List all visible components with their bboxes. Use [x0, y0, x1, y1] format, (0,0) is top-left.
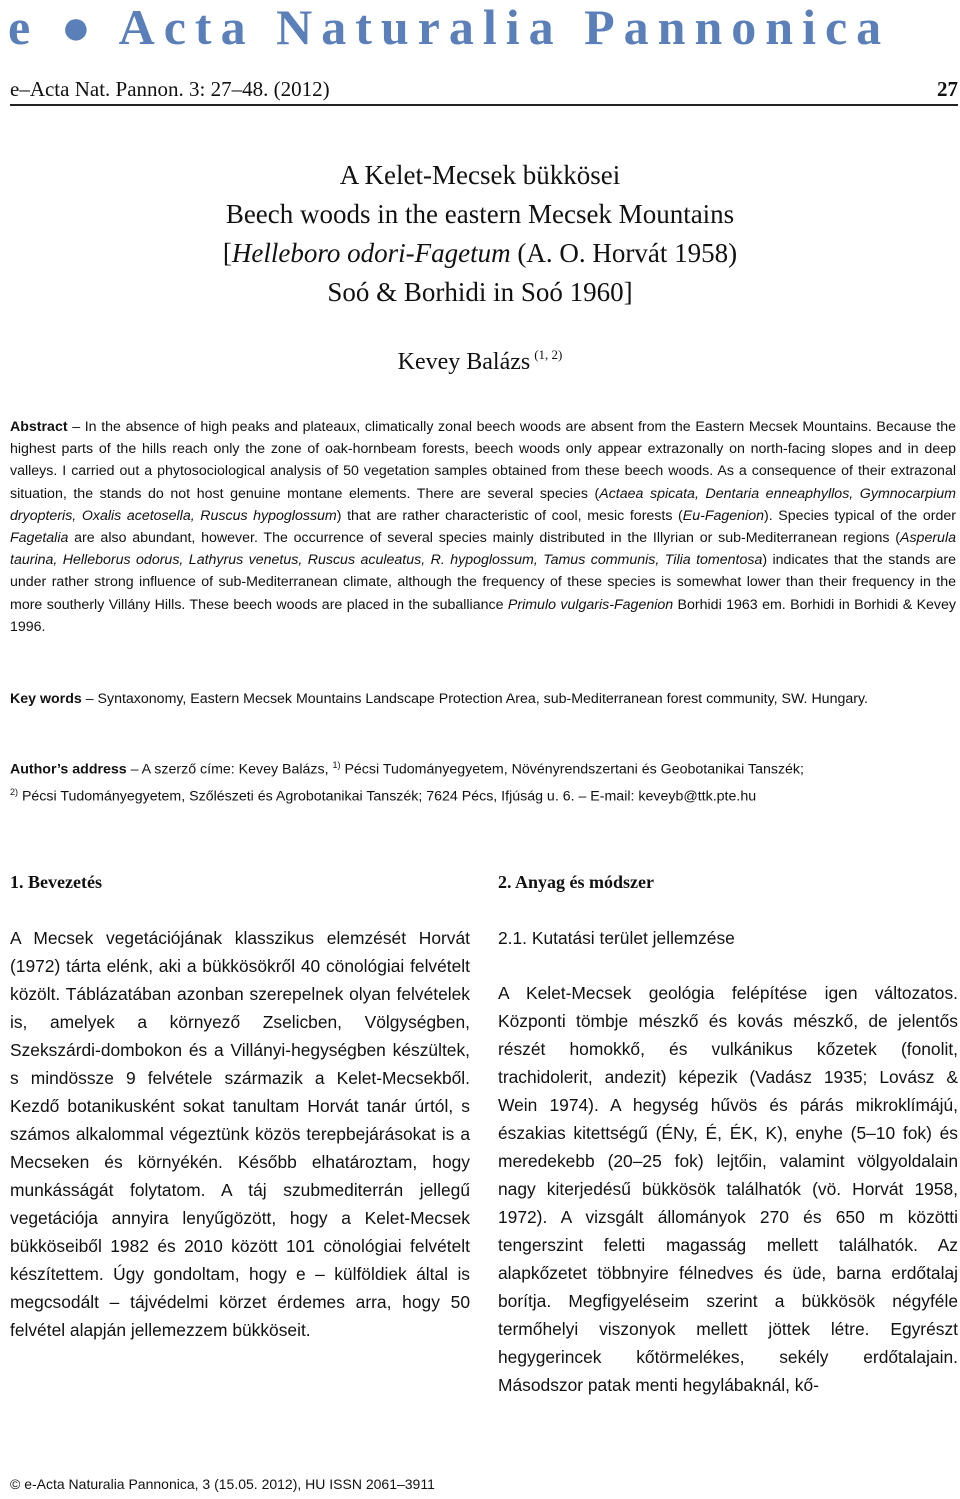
section-heading-introduction: 1. Bevezetés [10, 872, 102, 892]
journal-banner: e ● Acta Naturalia Pannonica [8, 0, 891, 55]
abstract-text: are also abundant, however. The occurrence of several species mainly distributed in the Illyrian or sub-Mediterranean regions ( [68, 530, 900, 547]
title-authority: Soó & Borhidi in Soó 1960] [327, 277, 633, 307]
address-text: Pécsi Tudományegyetem, Növényrendszertani és Geobotanikai Tanszék; [340, 761, 804, 778]
title-syntaxon [0, 234, 960, 273]
keywords [10, 688, 956, 710]
abstract-text: ) indicates that the stands are under rather strong influence of sub-Mediterranean climate, although the frequency of these species is somewhat lower than their frequency in the more southerly Villány Hills. These beech woods are placed in the suballiance [10, 552, 956, 613]
abstract-species: Primulo vulgaris-Fagenion [507, 596, 674, 613]
address-text: – A szerző címe: Kevey Balázs, [126, 761, 333, 778]
citation-row [10, 74, 958, 106]
title-hungarian: A Kelet-Mecsek bükkösei [339, 160, 621, 190]
address-mark: 2) [10, 786, 19, 797]
abstract-text: ). Species typical of the order [764, 507, 956, 524]
abstract-text: Borhidi 1963 em. Borhidi in Borhidi & Kevey 1996. [10, 596, 956, 635]
title-bracket: [ [222, 238, 232, 268]
copyright-footer: © e-Acta Naturalia Pannonica, 3 (15.05. 2012), HU ISSN 2061–3911 [10, 1476, 435, 1492]
page-number: 27 [937, 77, 958, 101]
abstract-text: ) that are rather characteristic of cool, mesic forests ( [336, 507, 683, 524]
author-address [10, 754, 956, 808]
author-line [0, 337, 960, 380]
section-heading-methods: 2. Anyag és módszer [498, 872, 654, 892]
citation-text: e–Acta Nat. Pannon. 3: 27–48. (2012) [10, 77, 330, 101]
title-syntaxon-italic: Helleboro odori-Fagetum [231, 238, 511, 268]
abstract-label: Abstract [10, 419, 68, 435]
abstract-text: – In the absence of high peaks and plateaux, climatically zonal beech woods are absent from the Eastern Mecsek Mountains. Because the highest parts of the hills reach only the zone of oak-hornbeam forests, beech woods only appear extrazonally on north-facing slopes and in deep valleys. I carried out a phytosociological analysis of 50 vegetation samples obtained from these beech woods. As a consequence of their extrazonal situation, the stands do not host genuine montane elements. There are several species ( [10, 419, 956, 502]
abstract [10, 416, 956, 638]
keywords-label: Key words [10, 691, 82, 707]
abstract-species: Asperula taurina, Helleborus odorus, Lathyrus venetus, Ruscus aculeatus, R. hypoglossum, Tamus communis, Tilia tomentosa [10, 530, 956, 569]
address-label: Author’s address [10, 761, 127, 778]
address-text: Pécsi Tudományegyetem, Szőlészeti és Agrobotanikai Tanszék; 7624 Pécs, Ifjúság u. 6. – E-mail: keveyb@ttk.pte.hu [18, 788, 757, 805]
title-english: Beech woods in the eastern Mecsek Mountains [225, 199, 735, 229]
abstract-species: Actaea spicata, Dentaria enneaphyllos, Gymnocarpium dryopteris, Oxalis acetosella, Ruscus hypoglossum [10, 485, 956, 524]
title-syntaxon-rest: (A. O. Horvát 1958) [510, 238, 738, 268]
keywords-text: – Syntaxonomy, Eastern Mecsek Mountains Landscape Protection Area, sub-Mediterranean forest community, SW. Hungary. [81, 691, 868, 707]
article-title [0, 156, 960, 312]
author-affiliation-marks: (1, 2) [534, 347, 563, 362]
introduction-text: A Mecsek vegetációjának klasszikus elemzését Horvát (1972) tárta elénk, aki a bükkösökről 40 cönológiai felvételt közölt. Táblázatában azonban szerepelnek olyan felvételek is, amelyek a környező Zselicben, Völgységben, Szekszárdi-dombokon és a Villányi-hegységben készültek, s mindössze 9 felvétele származik a Kelet-Mecsekből. Kezdő botanikusként sokat tanultam Horvát tanár úrtól, s számos alkalommal végeztünk közös terepbejárásokat is a Mecseken és környékén. Később elhatároztam, hogy munkásságát folytatom. A táj szubmediterrán jellegű vegetációja annyira lenyűgözött, hogy a Kelet-Mecsek bükköseiből 1982 és 2010 között 101 cönológiai felvételt készítettem. Úgy gondoltam, hogy e – külföldiek által is megcsodált – tájvédelmi körzet érdemes arra, hogy 50 felvétel alapján jellemezzem bükköseit. [10, 928, 470, 1340]
right-column [498, 868, 958, 1399]
author-name: Kevey Balázs [397, 349, 531, 375]
address-mark: 1) [332, 760, 341, 770]
left-column [10, 868, 470, 1344]
subsection-heading-study-area: 2.1. Kutatási terület jellemzése [498, 928, 735, 948]
methods-text: A Kelet-Mecsek geológia felépítése igen változatos. Központi tömbje mészkő és kovás mészkő, de jelentős részét homokkő, és vulkánikus kőzetek (fonolit, trachidolerit, andezit) képezik (Vadász 1935; Lovász & Wein 1974). A hegység hűvös és párás mikroklímájú, északias kitettségű (ÉNy, É, ÉK, K), enyhe (5–10 fok) és meredekebb (20–25 fok) lejtőin, valamint völgyoldalain nagy kiterjedésű bükkösök találhatók (vö. Horvát 1958, 1972). A vizsgált állományok 270 és 650 m közötti tengerszint feletti magasság mellett találhatók. Az alapkőzetet többnyire félnedves és üde, barna erdőtalaj borítja. Megfigyeléseim szerint a bükkösök négyféle termőhelyi viszonyok mellett jöttek létre. Egyrészt hegygerincek kőtörmelékes, sekély erdőtalajain. Másodszor patak menti hegylábaknál, kő- [498, 983, 958, 1395]
abstract-species: Fagetalia [10, 530, 69, 547]
abstract-species: Eu-Fagenion [682, 507, 764, 524]
